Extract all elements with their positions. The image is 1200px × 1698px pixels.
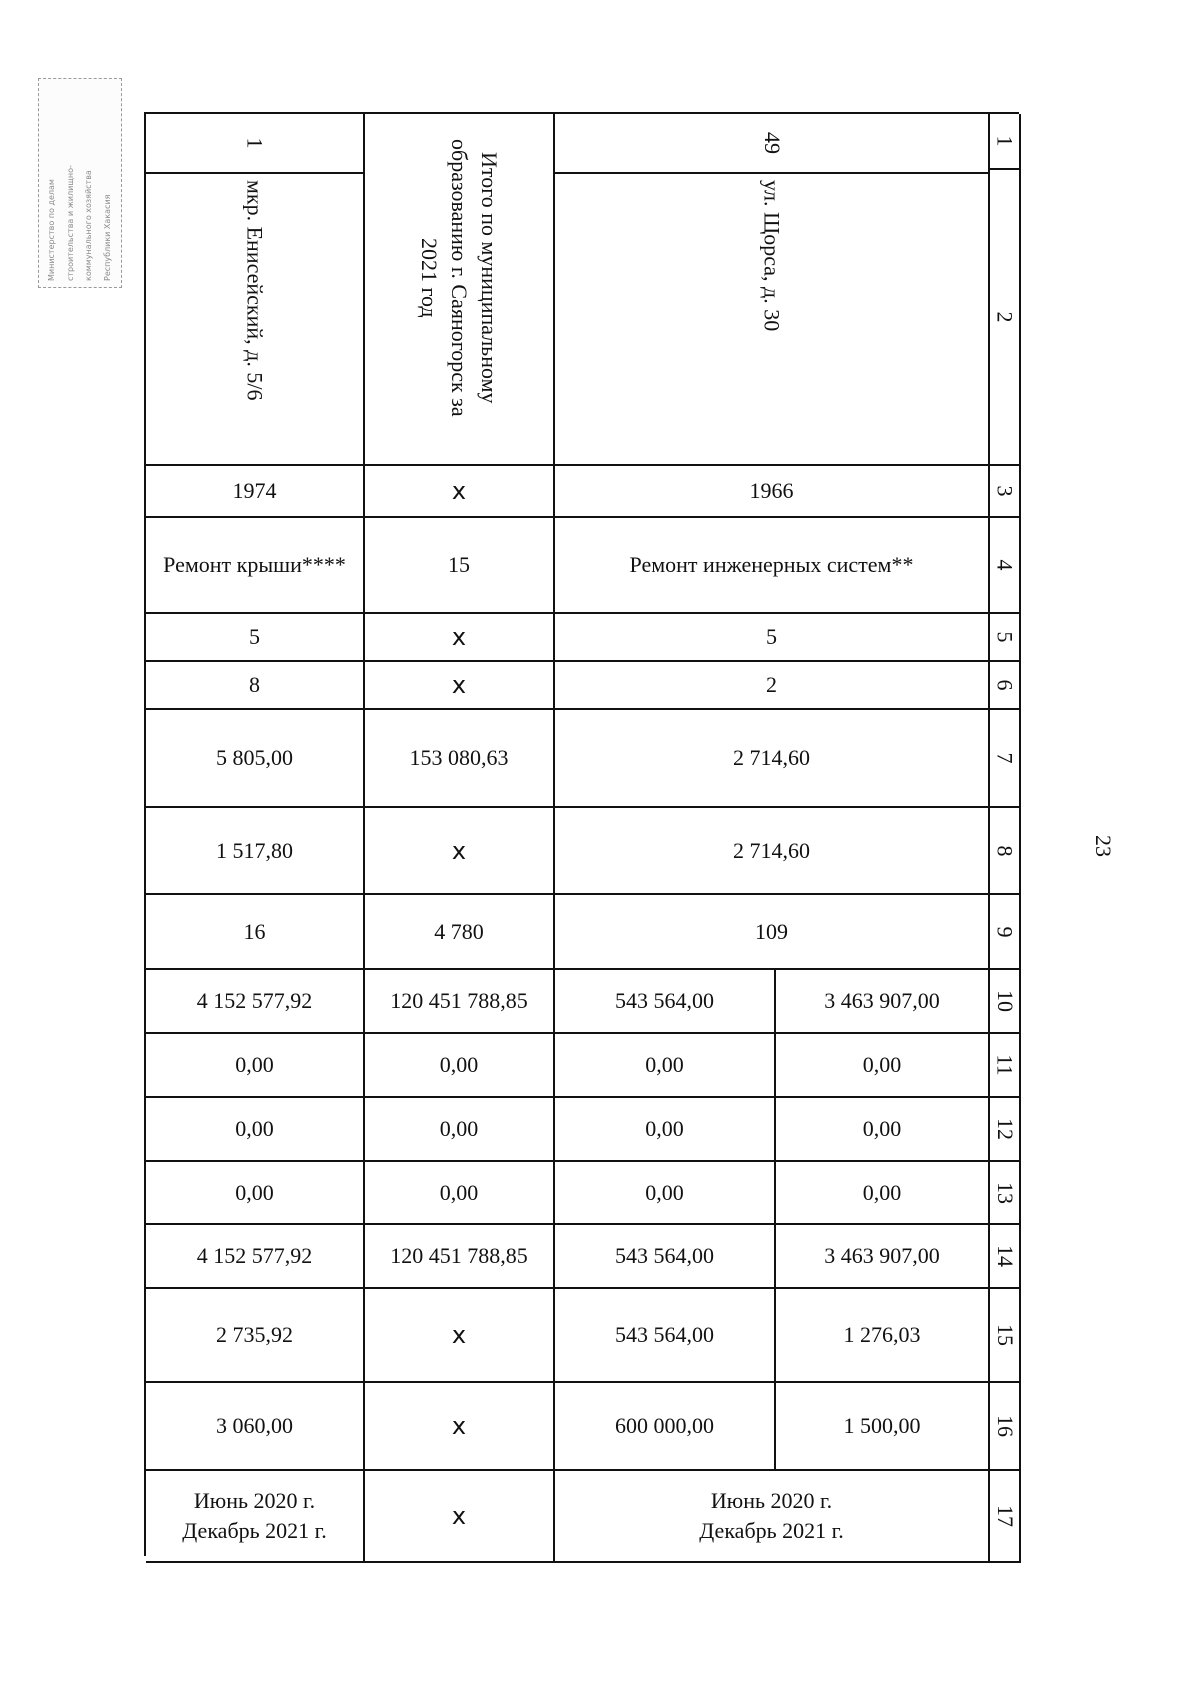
cell-value: 543 564,00	[555, 1225, 776, 1289]
column-index-cell: 1 2	[990, 114, 1021, 466]
row-index: 10	[990, 970, 1021, 1034]
cell-value: 109	[555, 895, 990, 970]
row-index: 5	[990, 614, 1021, 662]
cell-value: 120 451 788,85	[365, 970, 555, 1034]
header-cell-house-49	[555, 114, 990, 466]
cell-value: 2 714,60	[555, 710, 990, 808]
stamp-line: коммунального хозяйства	[84, 170, 94, 281]
cell-value: 0,00	[365, 1098, 555, 1162]
stamp-line: Республики Хакасия	[102, 194, 112, 281]
row-index: 16	[990, 1383, 1021, 1471]
cell-value: x	[365, 466, 555, 518]
date-cell	[555, 1471, 990, 1563]
cell-value: 3 060,00	[146, 1383, 365, 1471]
cell-value: x	[365, 662, 555, 710]
cell-value: 600 000,00	[555, 1383, 776, 1471]
cell-value: 0,00	[776, 1162, 990, 1225]
house-number-cell: 1	[146, 114, 363, 174]
row-index: 9	[990, 895, 1021, 970]
cell-value: 2 735,92	[146, 1289, 365, 1383]
row-index: 15	[990, 1289, 1021, 1383]
date-cell	[146, 1471, 365, 1563]
cell-value: 120 451 788,85	[365, 1225, 555, 1289]
row-index: 17	[990, 1471, 1021, 1563]
cell-value: x	[365, 614, 555, 662]
end-date: Декабрь 2021 г.	[182, 1518, 327, 1543]
cell-value: 0,00	[555, 1098, 776, 1162]
approval-stamp	[38, 78, 122, 288]
row-index: 8	[990, 808, 1021, 895]
cell-value: 8	[146, 662, 365, 710]
cell-value: x	[365, 1289, 555, 1383]
cell-value: 0,00	[555, 1034, 776, 1098]
cell-value: 5	[146, 614, 365, 662]
cell-value: 1 500,00	[776, 1383, 990, 1471]
repair-program-table	[144, 112, 1019, 1556]
cell-value: 0,00	[555, 1162, 776, 1225]
header-cell-house-1	[146, 114, 365, 466]
row-index: 11	[990, 1034, 1021, 1098]
cell-value: 1 276,03	[776, 1289, 990, 1383]
cell-value: 5 805,00	[146, 710, 365, 808]
cell-value: x	[365, 808, 555, 895]
cell-value: 2	[555, 662, 990, 710]
cell-value: 1974	[146, 466, 365, 518]
end-date: Декабрь 2021 г.	[699, 1518, 844, 1543]
cell-value: 0,00	[146, 1034, 365, 1098]
house-address: мкр. Енисейский, д. 5/6	[242, 180, 268, 401]
cell-value: x	[365, 1383, 555, 1471]
column-index: 2	[992, 311, 1018, 323]
cell-value: Ремонт инженерных систем**	[555, 518, 990, 614]
start-date: Июнь 2020 г.	[193, 1488, 316, 1513]
cell-value: 1 517,80	[146, 808, 365, 895]
row-index: 6	[990, 662, 1021, 710]
total-title: Итого по муниципальному образованию г. Саяногорск за 2021 год	[417, 139, 502, 417]
cell-value: 0,00	[146, 1098, 365, 1162]
cell-value: 4 152 577,92	[146, 970, 365, 1034]
header-cell-total	[365, 114, 555, 466]
cell-value: 0,00	[146, 1162, 365, 1225]
start-date: Июнь 2020 г.	[710, 1488, 833, 1513]
cell-value: 153 080,63	[365, 710, 555, 808]
page-number: 23	[1091, 835, 1116, 857]
cell-value: 5	[555, 614, 990, 662]
cell-value: 0,00	[776, 1034, 990, 1098]
row-index: 4	[990, 518, 1021, 614]
row-index: 13	[990, 1162, 1021, 1225]
cell-value: 0,00	[365, 1034, 555, 1098]
cell-value: 2 714,60	[555, 808, 990, 895]
row-index: 14	[990, 1225, 1021, 1289]
cell-value: 15	[365, 518, 555, 614]
cell-value: 4 780	[365, 895, 555, 970]
stamp-line: Министерство по делам	[47, 179, 57, 281]
cell-value: 0,00	[776, 1098, 990, 1162]
house-number-cell: 49	[555, 114, 988, 174]
row-index: 7	[990, 710, 1021, 808]
cell-value: 16	[146, 895, 365, 970]
row-index: 3	[990, 466, 1021, 518]
cell-value: x	[365, 1471, 555, 1563]
cell-value: 543 564,00	[555, 1289, 776, 1383]
cell-value: 543 564,00	[555, 970, 776, 1034]
house-address: ул. Щорса, д. 30	[759, 180, 785, 332]
row-index: 12	[990, 1098, 1021, 1162]
cell-value: 0,00	[365, 1162, 555, 1225]
cell-value: 1966	[555, 466, 990, 518]
cell-value: 4 152 577,92	[146, 1225, 365, 1289]
cell-value: Ремонт крыши****	[146, 518, 365, 614]
cell-value: 3 463 907,00	[776, 1225, 990, 1289]
stamp-line: строительства и жилищно-	[65, 165, 75, 281]
cell-value: 3 463 907,00	[776, 970, 990, 1034]
